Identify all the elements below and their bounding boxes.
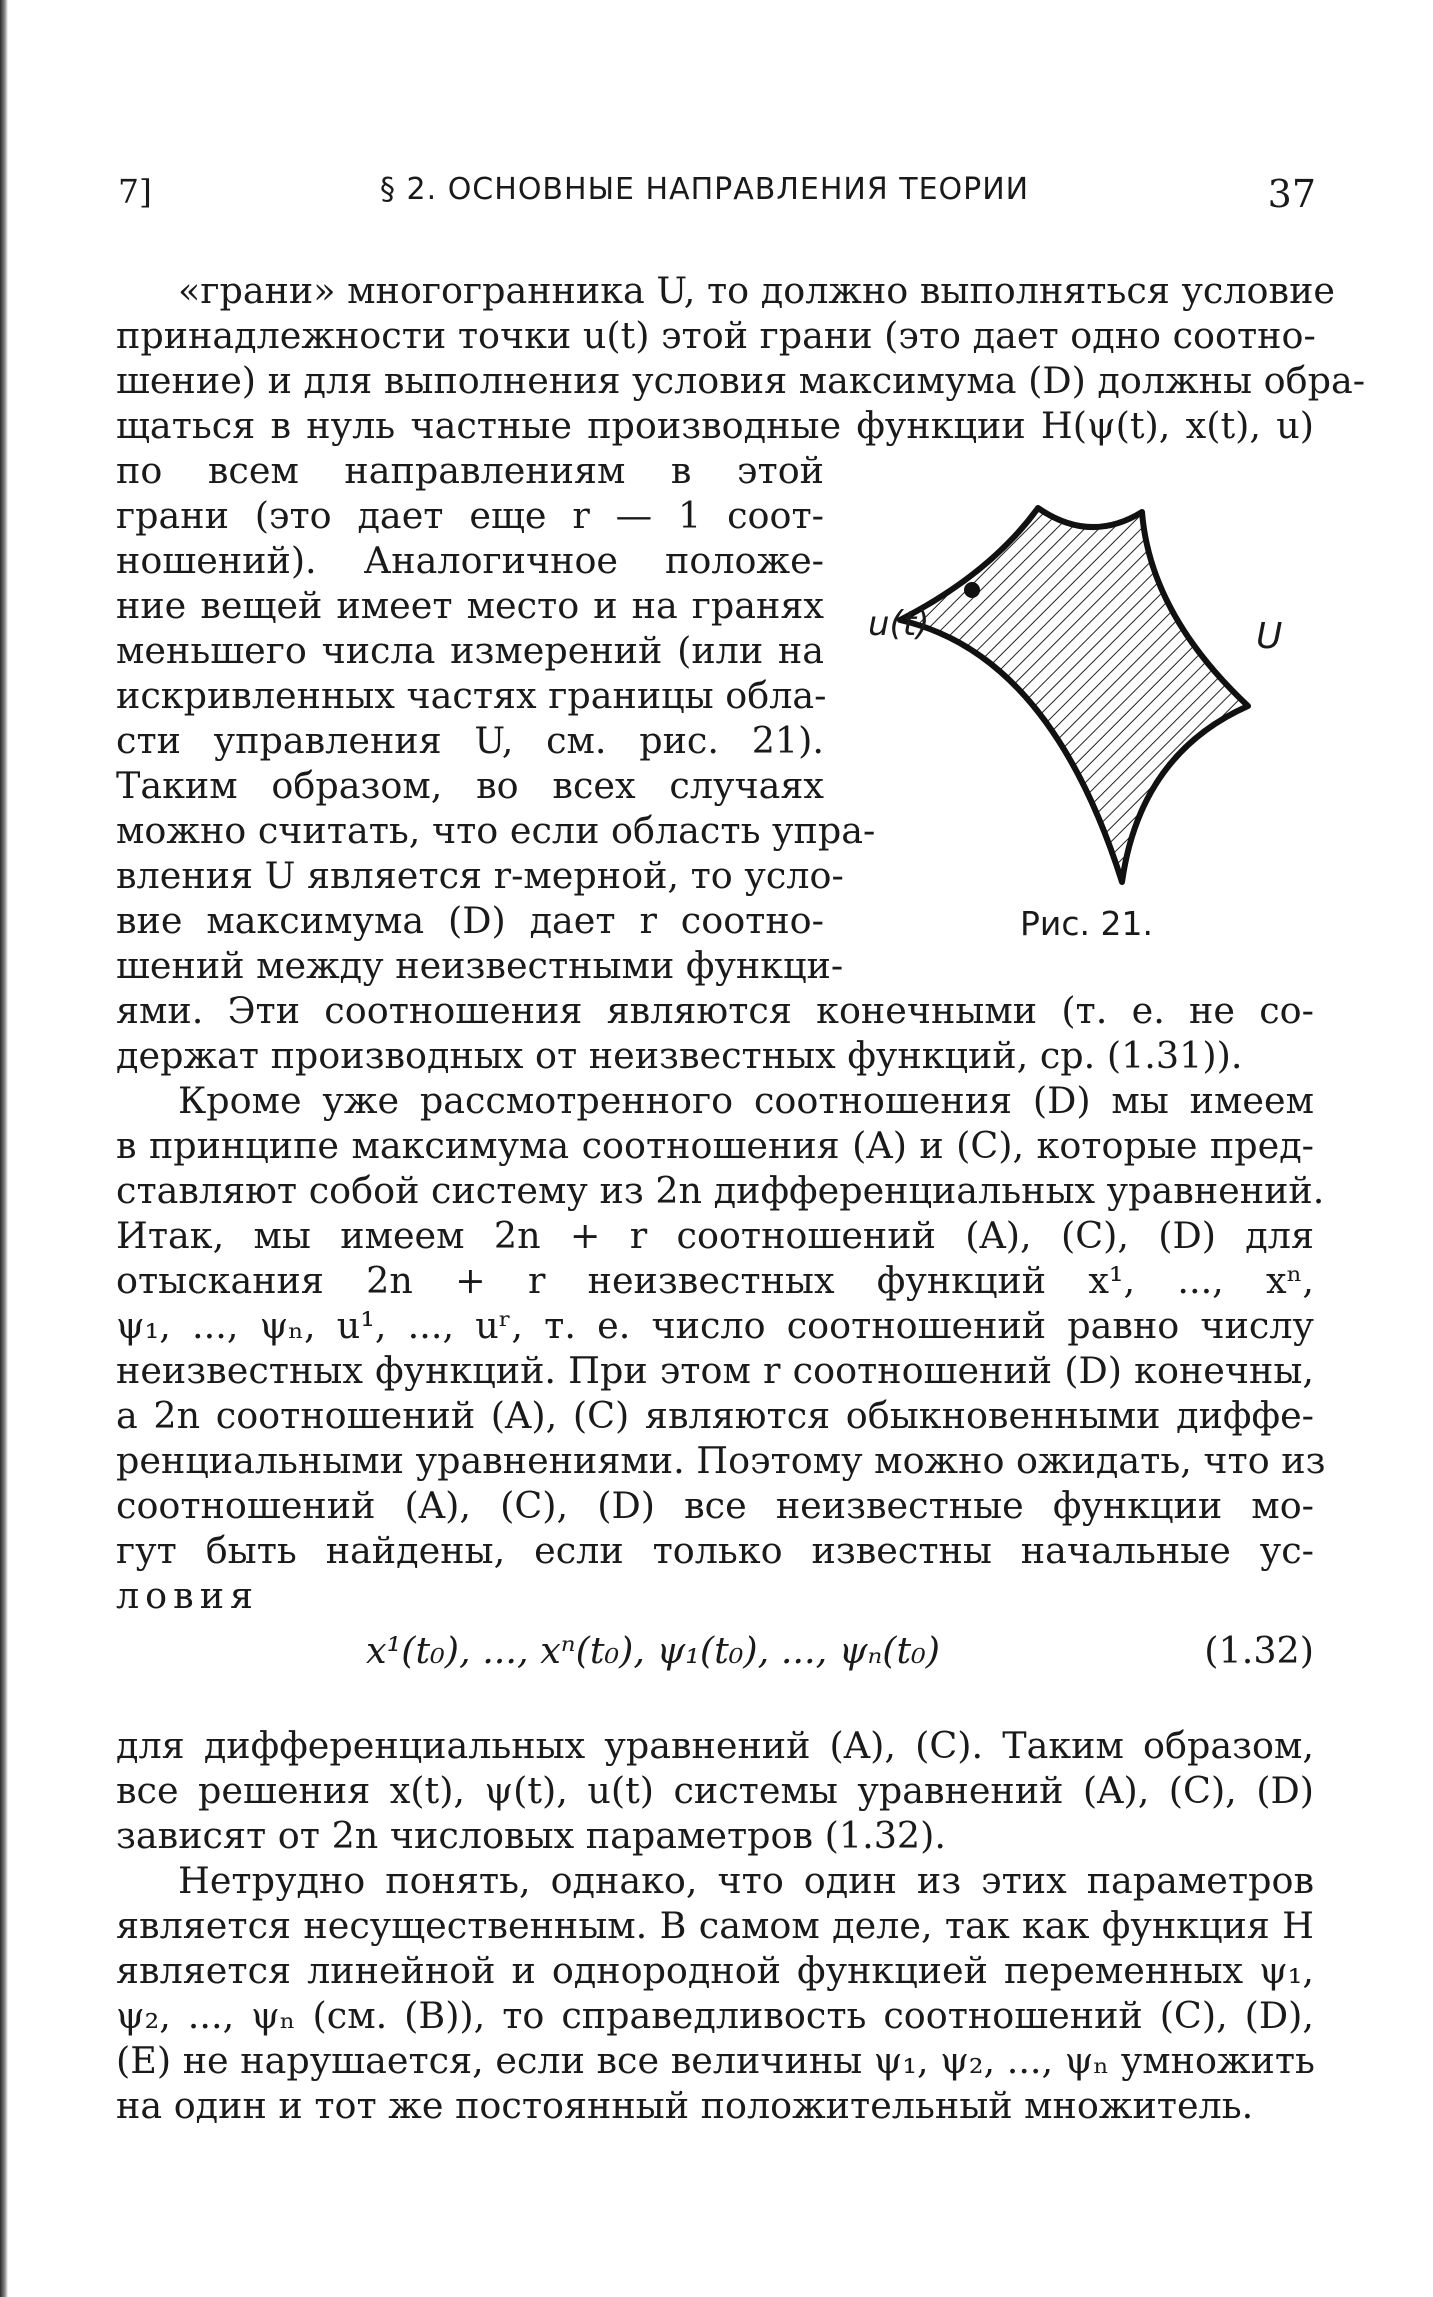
text-line: щаться в нуль частные производные функции H(ψ(t), x(t), u) (116, 404, 1314, 447)
text-line: ние вещей имеет место и на гранях (116, 584, 824, 627)
text-line: принадлежности точки u(t) этой грани (это дает одно соотно- (116, 314, 1316, 357)
text-line: является линейной и однородной функцией переменных ψ₁, (116, 1949, 1314, 1992)
text-line: ношений). Аналогичное положе- (116, 539, 824, 582)
text-line: соотношений (A), (C), (D) все неизвестные функции мо- (116, 1484, 1314, 1527)
text-line: держат производных от неизвестных функций, ср. (1.31)). (116, 1034, 1243, 1077)
equation-number: (1.32) (1204, 1629, 1314, 1672)
text-line: шение) и для выполнения условия максимума (D) должны обра- (116, 359, 1366, 402)
text-line: а 2n соотношений (A), (C) являются обыкновенными диффе- (116, 1394, 1314, 1437)
text-line: ставляют собой систему из 2n дифференциальных уравнений. (116, 1169, 1325, 1212)
text-line: шений между неизвестными функци- (116, 944, 844, 987)
text-line: в принципе максимума соотношения (A) и (C), которые пред- (116, 1124, 1314, 1167)
main-text (116, 268, 1366, 2128)
binding-edge (0, 0, 8, 2297)
text-line: все решения x(t), ψ(t), u(t) системы уравнений (A), (C), (D) (116, 1769, 1314, 1812)
text-line: вления U является r-мерной, то усло- (116, 854, 844, 897)
text-line: зависят от 2n числовых параметров (1.32). (116, 1814, 947, 1857)
text-line: отыскания 2n + r неизвестных функций x¹, ..., xⁿ, (116, 1259, 1314, 1302)
figure-caption: Рис. 21. (1020, 904, 1153, 943)
section-number: 7] (118, 172, 152, 211)
text-line: ренциальными уравнениями. Поэтому можно ожидать, что из (116, 1439, 1326, 1482)
text-line: меньшего числа измерений (или на (116, 629, 824, 672)
text-line: для дифференциальных уравнений (A), (C). Таким образом, (116, 1724, 1314, 1767)
point-label: u(t) (868, 604, 930, 644)
region-label: U (1256, 616, 1283, 657)
text-line: вие максимума (D) дает r соотно- (116, 899, 824, 942)
text-line: гут быть найдены, если только известны начальные ус- (116, 1529, 1314, 1572)
section-title: § 2. ОСНОВНЫЕ НАПРАВЛЕНИЯ ТЕОРИИ (380, 172, 1030, 207)
text-line: грани (это дает еще r — 1 соот- (116, 494, 824, 537)
text-line: ловия (116, 1574, 260, 1617)
text-line: (E) не нарушается, если все величины ψ₁, ψ₂, ..., ψₙ умножить (116, 2039, 1315, 2082)
text-line: можно считать, что если область упра- (116, 809, 876, 852)
text-line: искривленных частях границы обла- (116, 674, 827, 717)
text-line: Кроме уже рассмотренного соотношения (D) мы имеем (178, 1079, 1314, 1122)
running-header (118, 172, 1316, 220)
equation-1-32 (116, 1618, 1314, 1678)
text-line: на один и тот же постоянный положительный множитель. (116, 2084, 1254, 2127)
text-line: Таким образом, во всех случаях (116, 764, 824, 807)
text-line: по всем направлениям в этой (116, 449, 824, 492)
text-line: ψ₁, ..., ψₙ, u¹, ..., uʳ, т. е. число соотношений равно числу (116, 1304, 1314, 1347)
text-line: является несущественным. В самом деле, так как функция H (116, 1904, 1314, 1947)
text-line: Итак, мы имеем 2n + r соотношений (A), (C), (D) для (116, 1214, 1314, 1257)
equation-expression: x¹(t₀), ..., xⁿ(t₀), ψ₁(t₀), ..., ψₙ(t₀) (366, 1629, 941, 1672)
page-number: 37 (1267, 172, 1316, 216)
text-line: ями. Эти соотношения являются конечными (т. е. не со- (116, 989, 1314, 1032)
text-line: «грани» многогранника U, то должно выполняться условие (178, 269, 1336, 312)
text-line: сти управления U, см. рис. 21). (116, 719, 824, 762)
text-line: ψ₂, ..., ψₙ (см. (B)), то справедливость соотношений (C), (D), (116, 1994, 1314, 2037)
text-line: неизвестных функций. При этом r соотношений (D) конечны, (116, 1349, 1314, 1392)
text-line: Нетрудно понять, однако, что один из этих параметров (178, 1859, 1314, 1902)
